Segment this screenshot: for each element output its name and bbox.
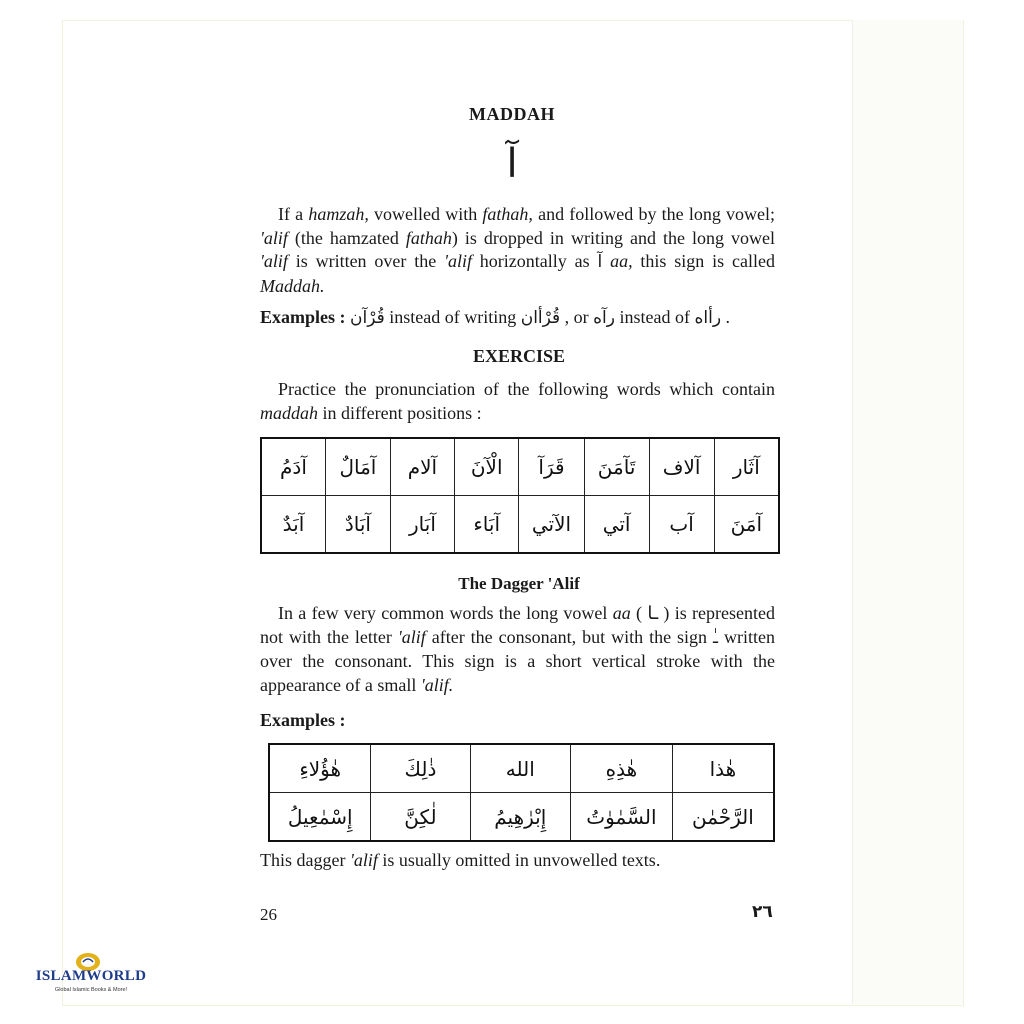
dagger-examples-table bbox=[268, 743, 775, 842]
table-cell: آبَدٌ bbox=[261, 496, 325, 554]
maddah-exercise-table bbox=[260, 437, 780, 554]
exercise-heading: EXERCISE bbox=[472, 346, 566, 366]
table-cell: آمَالٌ bbox=[325, 438, 390, 496]
table-cell: ذٰلِكَ bbox=[371, 744, 470, 793]
maddah-examples: Examples : قُرْآن instead of writing قُرْأان , or رآه instead of رأاه . bbox=[260, 307, 731, 328]
table-cell: تَآمَنَ bbox=[584, 438, 649, 496]
table-row bbox=[269, 744, 774, 793]
examples-label: Examples : bbox=[260, 710, 346, 730]
table-cell: الْآنَ bbox=[455, 438, 519, 496]
table-cell: قَرَآ bbox=[519, 438, 584, 496]
table-cell: هٰؤُلاءِ bbox=[269, 744, 371, 793]
table-cell: إِبْرٰهِيمُ bbox=[470, 793, 571, 842]
maddah-glyph: آ bbox=[506, 141, 518, 187]
table-cell: آمَنَ bbox=[714, 496, 779, 554]
islamworld-logo bbox=[32, 950, 150, 1000]
dagger-paragraph: In a few very common words the long vowel aa ( ـا ) is represented not with the letter 'alif after the consonant, but with the sign ـٰ written over the consonant. This sign is a short vertical stroke with the appearance of a small 'alif. bbox=[260, 603, 776, 695]
dagger-alif-heading: The Dagger 'Alif bbox=[458, 574, 580, 593]
table-cell: الرَّحْمٰن bbox=[672, 793, 774, 842]
logo-wordmark: ISLAMWORLD bbox=[35, 968, 147, 984]
table-cell: آبَاء bbox=[455, 496, 519, 554]
maddah-paragraph: If a hamzah, vowelled with fathah, and followed by the long vowel; 'alif (the hamzated fathah) is dropped in writing and the long vowel 'alif is written over the 'alif horizontally as آ aa, this sign is called Maddah. bbox=[260, 204, 776, 296]
table-cell: الآتي bbox=[519, 496, 584, 554]
closing-sentence: This dagger 'alif is usually omitted in unvowelled texts. bbox=[260, 850, 661, 870]
table-cell: السَّمٰوٰتُ bbox=[571, 793, 673, 842]
table-cell: آلام bbox=[390, 438, 454, 496]
table-cell: آلاف bbox=[649, 438, 714, 496]
examples-label: Examples : bbox=[260, 307, 346, 327]
page-title: MADDAH bbox=[469, 104, 555, 124]
table-cell: الله bbox=[470, 744, 571, 793]
table-cell: آتي bbox=[584, 496, 649, 554]
page-number-arabic: ٢٦ bbox=[752, 902, 773, 922]
page-number: 26 bbox=[260, 905, 277, 924]
table-cell: إِسْمٰعِيلُ bbox=[269, 793, 371, 842]
table-cell: آثَار bbox=[714, 438, 779, 496]
table-cell: آبَار bbox=[390, 496, 454, 554]
table-cell: هٰذا bbox=[672, 744, 774, 793]
table-row bbox=[261, 438, 779, 496]
table-cell: هٰذِهِ bbox=[571, 744, 673, 793]
table-cell: آب bbox=[649, 496, 714, 554]
table-row bbox=[261, 496, 779, 554]
logo-tagline: Global Islamic Books & More! bbox=[54, 987, 128, 993]
table-cell: لٰكِنَّ bbox=[371, 793, 470, 842]
table-cell: آبَادٌ bbox=[325, 496, 390, 554]
exercise-paragraph: Practice the pronunciation of the following words which contain maddah in different positions : bbox=[260, 379, 775, 423]
table-cell: آدَمُ bbox=[261, 438, 325, 496]
table-row bbox=[269, 793, 774, 842]
